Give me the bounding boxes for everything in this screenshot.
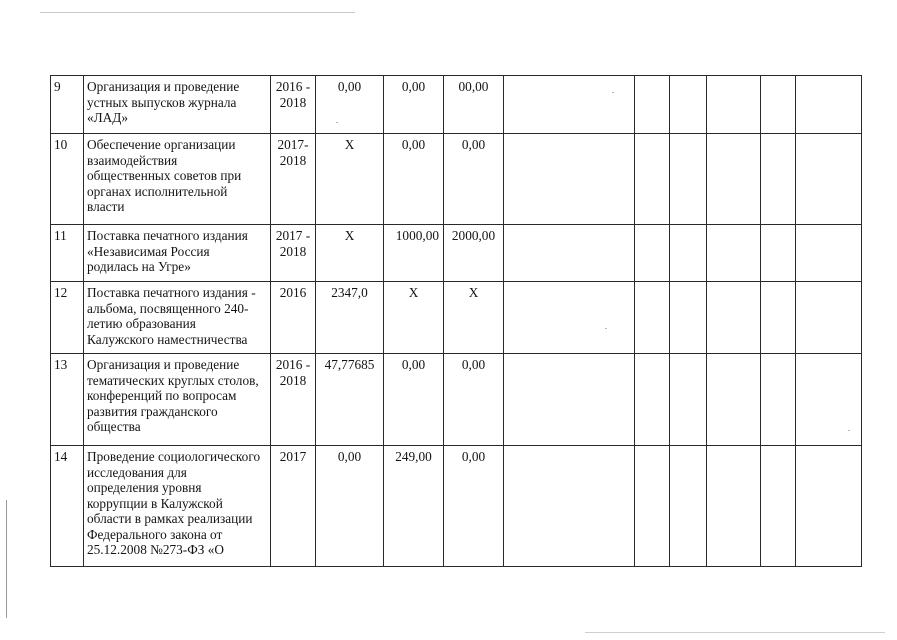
value-year-2: 0,00 [384,354,444,446]
measure-name-line: развития гражданского [87,403,218,419]
measure-name-line: Федерального закона от [87,526,223,542]
empty-cell [635,134,670,225]
measure-name-line: Обеспечение организации [87,137,236,152]
empty-cell [504,446,635,567]
value-year-3: Х [444,282,504,354]
value-year-1: 0,00 [316,446,384,567]
empty-cell [796,76,862,134]
period-end: 2018 [279,152,307,168]
period-cell [271,225,316,282]
empty-cell [635,76,670,134]
row-number: 9 [51,76,84,134]
empty-cell [761,354,796,446]
empty-cell [796,282,862,354]
measure-name-line: тематических круглых столов, [87,372,259,388]
table-row [51,354,862,446]
measure-name [84,446,271,567]
empty-cell [635,446,670,567]
value-year-1: Х [316,225,384,282]
measure-name-line: власти [87,199,125,214]
measure-name-line: общества [87,419,141,434]
period-start: 2016 [279,285,307,300]
measure-name-line: Проведение социологического [87,449,261,464]
table-row [51,446,862,567]
value-year-2: Х [384,282,444,354]
empty-cell [707,225,761,282]
measure-name [84,282,271,354]
value-year-3: 0,00 [444,134,504,225]
scan-artifact-top [40,12,355,13]
empty-cell [670,282,707,354]
empty-cell [707,446,761,567]
period-cell [271,134,316,225]
row-number: 10 [51,134,84,225]
measure-name-line: устных выпусков журнала [87,94,237,110]
measure-name-line: летию образования [87,316,196,331]
scan-artifact-left [6,500,7,618]
value-year-2: 0,00 [384,134,444,225]
empty-cell [670,225,707,282]
measure-name-line: родилась на Угре» [87,259,191,274]
value-year-3: 0,00 [444,354,504,446]
measure-name [84,134,271,225]
value-year-1: 0,00 [316,76,384,134]
measure-name-line: взаимодействия [87,152,178,168]
period-start: 2017- [277,137,309,152]
value-year-3: 2000,00 [444,225,504,282]
period-cell [271,354,316,446]
empty-cell [761,446,796,567]
empty-cell [796,225,862,282]
value-year-2: 0,00 [384,76,444,134]
period-cell [271,446,316,567]
empty-cell [707,76,761,134]
value-year-3: 0,00 [444,446,504,567]
empty-cell [670,134,707,225]
empty-cell [707,134,761,225]
empty-cell [504,282,635,354]
empty-cell [761,225,796,282]
period-start: 2017 - [275,228,311,243]
empty-cell [504,134,635,225]
row-number: 13 [51,354,84,446]
empty-cell [761,76,796,134]
period-start: 2017 [279,449,307,464]
empty-cell [670,354,707,446]
value-year-3: 00,00 [444,76,504,134]
measure-name-line: Поставка печатного издания - [87,285,256,300]
period-end: 2018 [279,94,307,110]
measure-name-line: Поставка печатного издания [87,228,248,243]
table-row [51,76,862,134]
period-start: 2016 - [275,79,311,94]
period-cell [271,76,316,134]
empty-cell [635,354,670,446]
empty-cell [635,225,670,282]
value-year-2: 1000,00 [384,225,444,282]
table-row [51,282,862,354]
empty-cell [707,282,761,354]
value-year-1: 2347,0 [316,282,384,354]
program-measures-table [50,75,862,567]
empty-cell [796,354,862,446]
period-end: 2018 [279,372,307,388]
measure-name-line: органах исполнительной [87,183,228,199]
period-end: 2018 [279,243,307,259]
empty-cell [707,354,761,446]
empty-cell [796,134,862,225]
measure-name-line: Организация и проведение [87,79,240,94]
measure-name-line: «ЛАД» [87,110,128,125]
empty-cell [796,446,862,567]
value-year-1: 47,77685 [316,354,384,446]
measure-name [84,354,271,446]
measure-name-line: области в рамках реализации [87,511,253,526]
empty-cell [670,446,707,567]
period-cell [271,282,316,354]
measure-name-line: альбома, посвященного 240- [87,300,249,316]
value-year-2: 249,00 [384,446,444,567]
measure-name-line: конференций по вопросам [87,388,237,403]
table-row [51,134,862,225]
period-start: 2016 - [275,357,311,372]
empty-cell [761,282,796,354]
table-row [51,225,862,282]
measure-name [84,76,271,134]
scan-artifact-bottom [585,632,885,633]
empty-cell [504,354,635,446]
empty-cell [504,76,635,134]
value-year-1: Х [316,134,384,225]
empty-cell [504,225,635,282]
empty-cell [635,282,670,354]
row-number: 11 [51,225,84,282]
measure-name-line: Организация и проведение [87,357,240,372]
measure-name-line: Калужского наместничества [87,331,248,347]
empty-cell [761,134,796,225]
measure-name-line: определения уровня [87,480,202,495]
measure-name-line: «Независимая Россия [87,243,210,259]
row-number: 14 [51,446,84,567]
measure-name-line: исследования для [87,464,187,480]
measure-name-line: общественных советов при [87,168,242,183]
row-number: 12 [51,282,84,354]
empty-cell [670,76,707,134]
measure-name [84,225,271,282]
measure-name-line: коррупции в Калужской [87,495,223,511]
measure-name-line: 25.12.2008 №273-ФЗ «О [87,542,224,557]
